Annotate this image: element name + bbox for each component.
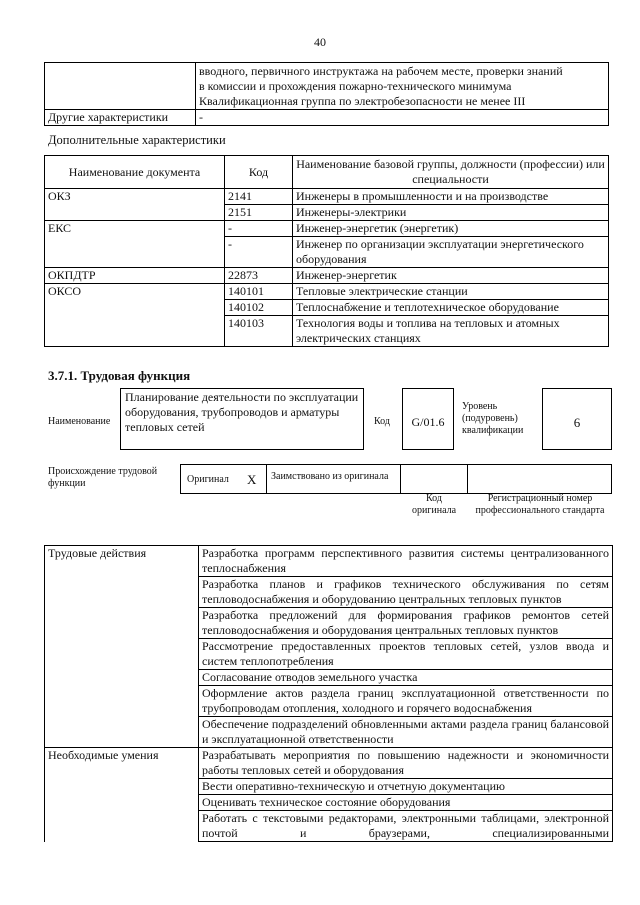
code-cell: 2141 [225, 189, 293, 205]
name-cell: Инженер-энергетик (энергетик) [293, 221, 609, 237]
doc-cell: ОКСО [45, 284, 225, 300]
table-row [45, 795, 613, 811]
label-spacer [45, 577, 199, 608]
table-row [45, 717, 613, 748]
doc-cell [45, 205, 225, 221]
origin-label: Происхождение трудовой функции [48, 466, 158, 489]
table-row [45, 268, 609, 284]
header-group-name: Наименование базовой группы, должности (профессии) или специальности [293, 156, 609, 189]
table-row [45, 811, 613, 842]
doc-cell [45, 300, 225, 316]
work-action-item: Оформление актов раздела границ эксплуатационной ответственности по трубопроводам отопления, холодного и горячего водоснабжения [199, 686, 613, 717]
work-actions-label: Трудовые действия [45, 546, 199, 577]
doc-cell: ОКЗ [45, 189, 225, 205]
name-cell: Инженер-энергетик [293, 268, 609, 284]
origin-code-caption: Код оригинала [411, 493, 457, 516]
table-row [45, 779, 613, 795]
top-table [44, 62, 609, 126]
origin-code-cell [400, 464, 468, 494]
table-row [45, 577, 613, 608]
table-row [45, 284, 609, 300]
function-code-value: G/01.6 [402, 388, 454, 450]
name-cell: Инженеры-электрики [293, 205, 609, 221]
doc-cell: ЕКС [45, 221, 225, 237]
label-spacer [45, 779, 199, 795]
code-cell: 2151 [225, 205, 293, 221]
top-table-continuation [196, 63, 609, 110]
function-code-label: Код [374, 416, 390, 427]
work-action-item: Разработка предложений для формирования графиков ремонтов сетей тепловодоснабжения и оборудования центральных тепловых пунктов [199, 608, 613, 639]
continuation-line: вводного, первичного инструктажа на рабочем месте, проверки знаний [199, 64, 563, 78]
table-row [45, 300, 609, 316]
continuation-line: Квалификационная группа по электробезопасности не менее III [199, 94, 526, 108]
table-row [45, 316, 609, 347]
doc-cell [45, 316, 225, 347]
origin-reg-caption: Регистрационный номер профессионального стандарта [475, 493, 605, 516]
name-cell: Технология воды и топлива на тепловых и атомных электрических станциях [293, 316, 609, 347]
table-row [45, 639, 613, 670]
name-cell: Инженеры в промышленности и на производстве [293, 189, 609, 205]
function-name-label: Наименование [48, 416, 111, 427]
work-action-item: Обеспечение подразделений обновленными актами раздела границ балансовой и эксплуатационной ответственности [199, 717, 613, 748]
skill-item: Вести оперативно-техническую и отчетную документацию [199, 779, 613, 795]
name-cell: Теплоснабжение и теплотехническое оборудование [293, 300, 609, 316]
header-document: Наименование документа [45, 156, 225, 189]
code-cell: - [225, 237, 293, 268]
table-row [45, 221, 609, 237]
original-label: Оригинал [187, 474, 229, 485]
skill-item: Разрабатывать мероприятия по повышению надежности и экономичности работы тепловых сетей и оборудования [199, 748, 613, 779]
label-spacer [45, 717, 199, 748]
table-row [45, 748, 613, 779]
code-cell: 140102 [225, 300, 293, 316]
table-row [45, 237, 609, 268]
code-cell: 140101 [225, 284, 293, 300]
borrowed-cell [266, 464, 401, 494]
label-spacer [45, 686, 199, 717]
label-spacer [45, 811, 199, 842]
origin-reg-number-cell [467, 464, 612, 494]
section-title: 3.7.1. Трудовая функция [48, 368, 191, 383]
page-number: 40 [314, 35, 326, 49]
work-action-item: Разработка планов и графиков технического обслуживания по сетям тепловодоснабжения и оборудованию центральных тепловых пунктов [199, 577, 613, 608]
other-characteristics-value: - [196, 110, 609, 126]
table-row [45, 608, 613, 639]
skills-label: Необходимые умения [45, 748, 199, 779]
original-mark: X [247, 472, 257, 487]
label-spacer [45, 608, 199, 639]
label-spacer [45, 670, 199, 686]
code-cell: - [225, 221, 293, 237]
name-cell: Инженер по организации эксплуатации энергетического оборудования [293, 237, 609, 268]
top-table-empty-cell [45, 63, 196, 110]
table-row [45, 546, 613, 577]
name-cell: Тепловые электрические станции [293, 284, 609, 300]
additional-table [44, 155, 609, 347]
work-action-item: Рассмотрение предоставленных проектов тепловых сетей, узлов ввода и систем теплопотребления [199, 639, 613, 670]
doc-cell [45, 237, 225, 268]
original-cell [180, 464, 267, 494]
skill-item: Оценивать техническое состояние оборудования [199, 795, 613, 811]
table-row [45, 205, 609, 221]
table-row [45, 189, 609, 205]
code-cell: 140103 [225, 316, 293, 347]
work-table [44, 545, 613, 842]
work-action-item: Разработка программ перспективного развития системы централизованного теплоснабжения [199, 546, 613, 577]
borrowed-label: Заимствовано из оригинала [271, 471, 389, 482]
work-action-item: Согласование отводов земельного участка [199, 670, 613, 686]
label-spacer [45, 795, 199, 811]
header-code: Код [225, 156, 293, 189]
continuation-line: в комиссии и прохождения пожарно-технического минимума [199, 79, 512, 93]
doc-cell: ОКПДТР [45, 268, 225, 284]
table-row [45, 670, 613, 686]
additional-heading: Дополнительные характеристики [48, 133, 226, 147]
table-row [45, 686, 613, 717]
other-characteristics-label: Другие характеристики [45, 110, 196, 126]
skill-item: Работать с текстовыми редакторами, электронными таблицами, электронной почтой и браузерами, специализированными [199, 811, 613, 842]
function-level-value: 6 [542, 388, 612, 450]
function-name-value: Планирование деятельности по эксплуатации оборудования, трубопроводов и арматуры тепловых сетей [120, 388, 364, 450]
label-spacer [45, 639, 199, 670]
function-level-label: Уровень (подуровень) квалификации [462, 401, 524, 436]
code-cell: 22873 [225, 268, 293, 284]
